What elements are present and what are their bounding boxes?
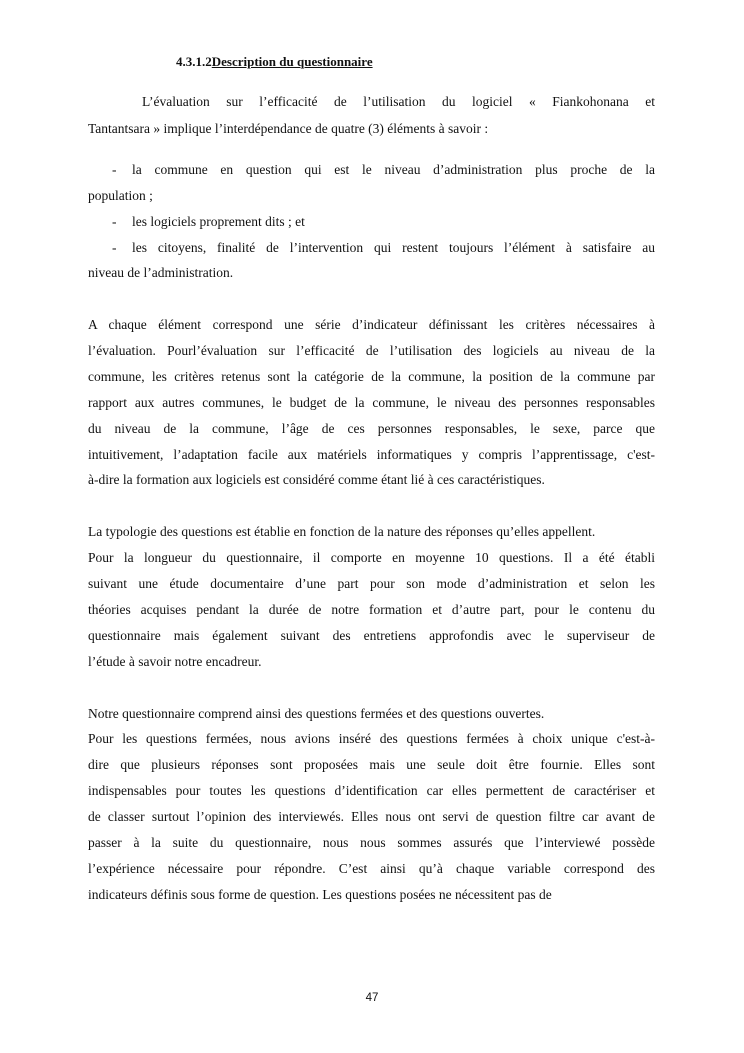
paragraph-line: commune, les critères retenus sont la catégorie de la commune, la position de la commune par: [88, 369, 655, 384]
paragraph-line: l’évaluation. Pourl’évaluation sur l’efficacité de l’utilisation des logiciels au niveau de la: [88, 343, 655, 358]
paragraph-line: passer à la suite du questionnaire, nous nous sommes assurés que l’interviewé possède: [88, 835, 655, 850]
paragraph-line: questionnaire mais également suivant des entretiens approfondis avec le superviseur de: [88, 628, 655, 643]
bullet-text: les citoyens, finalité de l’intervention qui restent toujours l’élément à satisfaire au: [132, 240, 655, 255]
section-number: 4.3.1.2: [176, 54, 212, 69]
paragraph-line: Pour les questions fermées, nous avions inséré des questions fermées à choix unique c'est-à-: [88, 731, 655, 746]
paragraph-line: L’évaluation sur l’efficacité de l’utilisation du logiciel « Fiankohonana et: [142, 94, 655, 109]
paragraph-line: rapport aux autres communes, le budget de la commune, le niveau des personnes responsables: [88, 395, 655, 410]
paragraph-line: suivant une étude documentaire d’une part pour son mode d’administration et selon les: [88, 576, 655, 591]
section-title: Description du questionnaire: [211, 54, 373, 69]
paragraph-line: La typologie des questions est établie en fonction de la nature des réponses qu’elles appellent.: [88, 524, 596, 539]
paragraph-line: Tantantsara » implique l’interdépendance de quatre (3) éléments à savoir :: [88, 121, 489, 136]
bullet-item: [112, 213, 655, 231]
paragraph-line: l’expérience nécessaire pour répondre. C’est ainsi qu’à chaque variable correspond des: [88, 861, 655, 876]
paragraph-line: Notre questionnaire comprend ainsi des questions fermées et des questions ouvertes.: [88, 706, 545, 721]
bullet-item: [112, 239, 655, 257]
bullet-dash: -: [112, 240, 117, 255]
section-heading: [176, 54, 373, 70]
paragraph-line: du niveau de la commune, l’âge de ces personnes responsables, le sexe, parce que: [88, 421, 655, 436]
paragraph-line: dire que plusieurs réponses sont proposées mais une seule doit être fournie. Elles sont: [88, 757, 655, 772]
paragraph-line: indispensables pour toutes les questions d’identification car elles permettent de caractériser et: [88, 783, 655, 798]
paragraph-line: Pour la longueur du questionnaire, il comporte en moyenne 10 questions. Il a été établi: [88, 550, 655, 565]
bullet-continuation: population ;: [88, 188, 153, 203]
paragraph-line: à-dire la formation aux logiciels est considéré comme étant lié à ces caractéristiques.: [88, 472, 545, 487]
bullet-dash: -: [112, 214, 117, 229]
paragraph-line: de classer surtout l’opinion des interviewés. Elles nous ont servi de question filtre car avant de: [88, 809, 655, 824]
paragraph-line: intuitivement, l’adaptation facile aux matériels informatiques y compris l’apprentissage, c'est-: [88, 447, 655, 462]
bullet-dash: -: [112, 162, 117, 177]
page-number: 47: [365, 992, 379, 1004]
paragraph-line: théories acquises pendant la durée de notre formation et d’autre part, pour le contenu du: [88, 602, 655, 617]
paragraph-line: A chaque élément correspond une série d’indicateur définissant les critères nécessaires à: [88, 317, 655, 332]
bullet-text: les logiciels proprement dits ; et: [132, 214, 305, 229]
paragraph-line: indicateurs définis sous forme de question. Les questions posées ne nécessitent pas de: [88, 887, 552, 902]
bullet-continuation: niveau de l’administration.: [88, 265, 234, 280]
paragraph-line: l’étude à savoir notre encadreur.: [88, 654, 262, 669]
bullet-text: la commune en question qui est le niveau d’administration plus proche de la: [132, 162, 655, 177]
bullet-item: [112, 161, 655, 179]
